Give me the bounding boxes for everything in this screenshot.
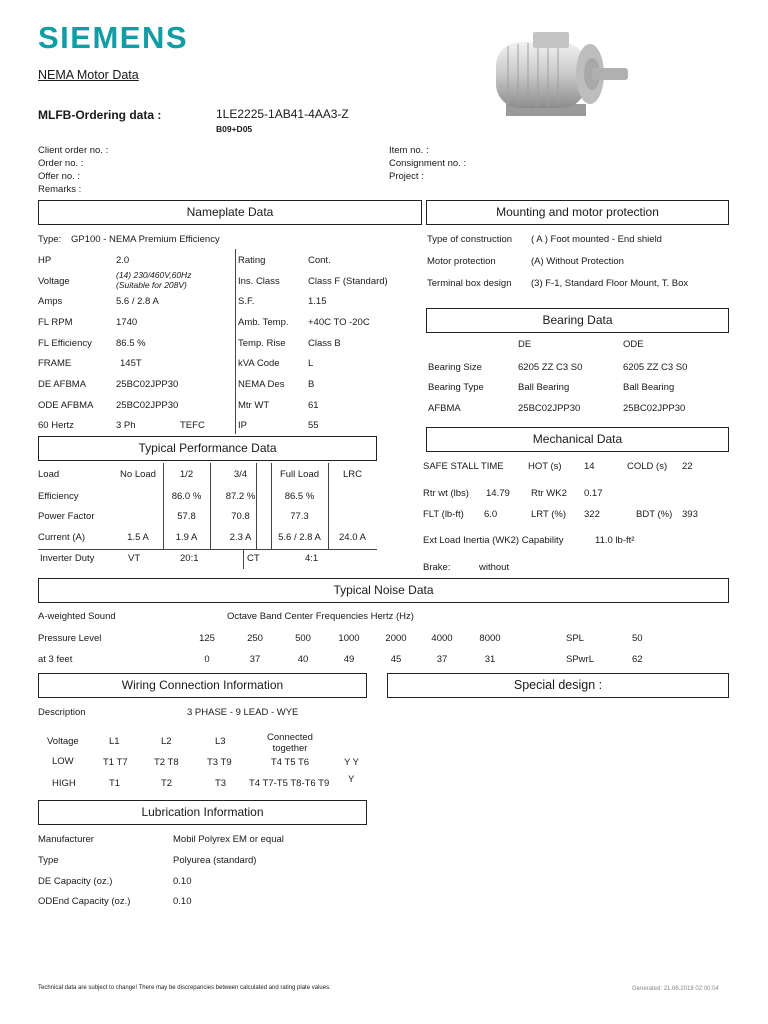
np-ode-value: 25BC02JPP30 (116, 400, 179, 411)
mnt-protection-value: (A) Without Protection (531, 256, 624, 267)
noise-level: 31 (484, 654, 496, 665)
perf-cur-label: Current (A) (38, 532, 85, 543)
performance-title: Typical Performance Data (38, 436, 377, 461)
wiring-high-label: HIGH (52, 778, 76, 789)
bearing-col-de: DE (518, 339, 532, 350)
np-rpm-label: FL RPM (38, 317, 73, 328)
mech-flt-value: 6.0 (484, 509, 498, 520)
perf-eff-half: 86.0 % (171, 491, 202, 502)
np-rating-label: Rating (238, 255, 266, 266)
noise-freq: 250 (247, 633, 263, 644)
noise-spwrl-label: SPwrL (566, 654, 594, 665)
wiring-h-l1: L1 (109, 736, 120, 747)
wiring-title: Wiring Connection Information (38, 673, 367, 698)
mech-bdt-value: 393 (682, 509, 698, 520)
perf-h-lrc: LRC (342, 469, 362, 480)
np-type-label: Type: (38, 234, 62, 245)
np-rise-value: Class B (308, 338, 341, 349)
wiring-desc-value: 3 PHASE - 9 LEAD - WYE (187, 707, 299, 718)
noise-spwrl-value: 62 (632, 654, 643, 665)
np-rpm-value: 1740 (116, 317, 138, 328)
np-voltage-value-1: (14) 230/460V,60Hz (116, 270, 192, 280)
wiring-h-connected: Connected (267, 732, 313, 743)
noise-level: 49 (343, 654, 355, 665)
noise-spl-value: 50 (632, 633, 643, 644)
noise-freq: 500 (295, 633, 311, 644)
consignment-no-label: Consignment no. : (389, 158, 467, 169)
perf-h-full: Full Load (279, 469, 320, 480)
np-rating-value: Cont. (308, 255, 331, 266)
wiring-high-l1: T1 (109, 778, 121, 789)
np-amps-label: Amps (38, 296, 63, 307)
mnt-protection-label: Motor protection (427, 256, 496, 267)
mech-lrt-label: LRT (%) (531, 509, 567, 520)
mlfb-label: MLFB-Ordering data : (38, 108, 162, 122)
mechanical-title: Mechanical Data (426, 427, 729, 452)
mnt-construction-value: ( A ) Foot mounted - End shield (531, 234, 662, 245)
bearing-type-de: Ball Bearing (518, 382, 570, 393)
noise-freq: 2000 (385, 633, 407, 644)
np-amb-label: Amb. Temp. (238, 317, 289, 328)
bearing-type-ode: Ball Bearing (623, 382, 675, 393)
noise-freq: 4000 (431, 633, 453, 644)
perf-eff-full: 86.5 % (284, 491, 315, 502)
wiring-h-voltage: Voltage (47, 736, 79, 747)
np-ins-value: Class F (Standard) (308, 276, 388, 287)
np-eff-label: FL Efficiency (38, 338, 92, 349)
np-ip-label: IP (238, 420, 247, 431)
np-divider (235, 249, 236, 434)
mech-rtrwk2-label: Rtr WK2 (531, 488, 567, 499)
bearing-col-ode: ODE (623, 339, 644, 350)
noise-level: 40 (297, 654, 309, 665)
lubrication-title: Lubrication Information (38, 800, 367, 825)
nameplate-title: Nameplate Data (38, 200, 422, 225)
perf-eff-label: Efficiency (38, 491, 79, 502)
wiring-low-l3: T3 T9 (207, 757, 232, 768)
np-hz-label: 60 Hertz (38, 420, 74, 431)
wiring-high-l2: T2 (161, 778, 173, 789)
np-kva-label: kVA Code (238, 358, 280, 369)
wiring-low-label: LOW (52, 756, 74, 767)
lub-de-label: DE Capacity (oz.) (38, 876, 113, 887)
bearing-afbma-ode: 25BC02JPP30 (623, 403, 686, 414)
perf-h-half: 1/2 (179, 469, 194, 480)
lub-type-value: Polyurea (standard) (173, 855, 257, 866)
np-ode-label: ODE AFBMA (38, 400, 94, 411)
siemens-logo: SIEMENS (38, 20, 189, 55)
perf-inverter-vt: VT (128, 553, 141, 564)
np-amb-value: +40C TO -20C (308, 317, 370, 328)
mnt-terminal-label: Terminal box design (427, 278, 512, 289)
lub-manufacturer-value: Mobil Polyrex EM or equal (173, 834, 284, 845)
bearing-size-ode: 6205 ZZ C3 S0 (623, 362, 688, 373)
perf-grid (38, 549, 377, 550)
np-wt-label: Mtr WT (238, 400, 270, 411)
np-hp-value: 2.0 (116, 255, 130, 266)
np-rise-label: Temp. Rise (238, 338, 286, 349)
perf-cur-noload: 1.5 A (127, 532, 149, 543)
np-frame-value: 145T (120, 358, 142, 369)
wiring-h-l3: L3 (215, 736, 226, 747)
perf-pf-half: 57.8 (177, 511, 196, 522)
mech-hot-label: HOT (s) (528, 461, 562, 472)
np-de-value: 25BC02JPP30 (116, 379, 179, 390)
noise-freq: 8000 (479, 633, 501, 644)
motor-image (478, 24, 638, 124)
np-type-value: GP100 - NEMA Premium Efficiency (71, 234, 220, 245)
perf-pf-label: Power Factor (38, 511, 95, 522)
np-kva-value: L (308, 358, 314, 369)
perf-pf-3q: 70.8 (231, 511, 250, 522)
bearing-size-de: 6205 ZZ C3 S0 (518, 362, 583, 373)
perf-inverter-ct-ratio: 4:1 (305, 553, 319, 564)
mech-inertia-value: 11.0 lb-ft² (595, 535, 635, 546)
mech-hot-value: 14 (584, 461, 595, 472)
wiring-low-y: Y Y (344, 757, 359, 768)
perf-cur-half: 1.9 A (175, 532, 198, 543)
perf-pf-full: 77.3 (290, 511, 309, 522)
wiring-low-l2: T2 T8 (154, 757, 179, 768)
wiring-high-connected: T4 T7-T5 T8-T6 T9 (249, 778, 330, 789)
noise-level: 37 (249, 654, 261, 665)
mech-inertia-label: Ext Load Inertia (WK2) Capability (423, 535, 564, 546)
mounting-title: Mounting and motor protection (426, 200, 729, 225)
lub-manufacturer-label: Manufacturer (38, 834, 94, 845)
footer-disclaimer: Technical data are subject to change! There may be discrepancies between calculated and rating plate values. (38, 985, 331, 991)
bearing-size-label: Bearing Size (428, 362, 482, 373)
item-no-label: Item no. : (389, 145, 429, 156)
np-nema-label: NEMA Des (238, 379, 285, 390)
perf-cur-lrc: 24.0 A (339, 532, 366, 543)
wiring-low-l1: T1 T7 (103, 757, 128, 768)
client-order-label: Client order no. : (38, 145, 109, 156)
lub-type-label: Type (38, 855, 59, 866)
mech-cold-label: COLD (s) (627, 461, 668, 472)
perf-h-3q: 3/4 (233, 469, 248, 480)
remarks-label: Remarks : (38, 184, 82, 195)
wiring-high-y: Y (348, 774, 355, 785)
noise-level: 45 (390, 654, 402, 665)
mnt-terminal-value: (3) F-1, Standard Floor Mount, T. Box (531, 278, 689, 289)
perf-eff-3q: 87.2 % (225, 491, 256, 502)
noise-level: 0 (204, 654, 210, 665)
noise-freq: 125 (199, 633, 215, 644)
mech-rtrwt-label: Rtr wt (lbs) (423, 488, 469, 499)
np-ip-value: 55 (308, 420, 319, 431)
wiring-h-together: together (272, 743, 308, 754)
mlfb-value: 1LE2225-1AB41-4AA3-Z (216, 107, 349, 121)
wiring-high-l3: T3 (215, 778, 227, 789)
noise-aw-label: A-weighted Sound (38, 611, 116, 622)
noise-title: Typical Noise Data (38, 578, 729, 603)
perf-inverter-vt-ratio: 20:1 (180, 553, 199, 564)
perf-h-noload: No Load (120, 469, 156, 480)
np-de-label: DE AFBMA (38, 379, 87, 390)
np-hz-value: 3 Ph (116, 420, 136, 431)
mech-cold-value: 22 (682, 461, 693, 472)
special-design-title: Special design : (387, 673, 729, 698)
mech-flt-label: FLT (lb-ft) (423, 509, 464, 520)
mech-stall-label: SAFE STALL TIME (423, 461, 504, 472)
np-eff-value: 86.5 % (116, 338, 146, 349)
np-amps-value: 5.6 / 2.8 A (116, 296, 159, 307)
mech-lrt-value: 322 (584, 509, 600, 520)
wiring-desc-label: Description (38, 707, 86, 718)
lub-de-value: 0.10 (173, 876, 192, 887)
np-sf-value: 1.15 (308, 296, 327, 307)
np-wt-value: 61 (308, 400, 319, 411)
np-voltage-label: Voltage (38, 276, 70, 287)
noise-level: 37 (436, 654, 448, 665)
bearing-title: Bearing Data (426, 308, 729, 333)
mech-rtrwt-value: 14.79 (486, 488, 510, 499)
project-label: Project : (389, 171, 424, 182)
noise-feet-label: at 3 feet (38, 654, 73, 665)
lub-ode-label: ODEnd Capacity (oz.) (38, 896, 131, 907)
mech-brake-label: Brake: (423, 562, 451, 573)
footer-generated: Generated: 21.06.2018 02:00:04 (632, 986, 719, 992)
np-hp-label: HP (38, 255, 52, 266)
np-nema-value: B (308, 379, 315, 390)
mech-brake-value: without (479, 562, 510, 573)
np-ins-label: Ins. Class (238, 276, 280, 287)
np-frame-label: FRAME (38, 358, 72, 369)
noise-freq: 1000 (338, 633, 360, 644)
offer-no-label: Offer no. : (38, 171, 81, 182)
perf-cur-3q: 2.3 A (229, 532, 252, 543)
np-sf-label: S.F. (238, 296, 255, 307)
perf-grid (243, 549, 244, 569)
perf-cur-full: 5.6 / 2.8 A (278, 532, 321, 543)
perf-h-load: Load (38, 469, 60, 480)
perf-inverter-label: Inverter Duty (40, 553, 95, 564)
perf-inverter-ct: CT (247, 553, 260, 564)
mlfb-suffix: B09+D05 (216, 124, 253, 134)
bearing-afbma-label: AFBMA (428, 403, 461, 414)
mnt-construction-label: Type of construction (427, 234, 513, 245)
bearing-afbma-de: 25BC02JPP30 (518, 403, 581, 414)
order-no-label: Order no. : (38, 158, 84, 169)
mech-rtrwk2-value: 0.17 (584, 488, 603, 499)
lub-ode-value: 0.10 (173, 896, 192, 907)
noise-spl-label: SPL (566, 633, 584, 644)
np-voltage-value-2: (Suitable for 208V) (116, 280, 187, 290)
doc-title: NEMA Motor Data (38, 68, 139, 82)
wiring-h-l2: L2 (161, 736, 172, 747)
np-hz-extra: TEFC (180, 420, 205, 431)
wiring-low-connected: T4 T5 T6 (270, 757, 310, 768)
noise-pressure-label: Pressure Level (38, 633, 102, 644)
noise-octave-label: Octave Band Center Frequencies Hertz (Hz) (227, 611, 414, 622)
bearing-type-label: Bearing Type (428, 382, 484, 393)
mech-bdt-label: BDT (%) (636, 509, 673, 520)
